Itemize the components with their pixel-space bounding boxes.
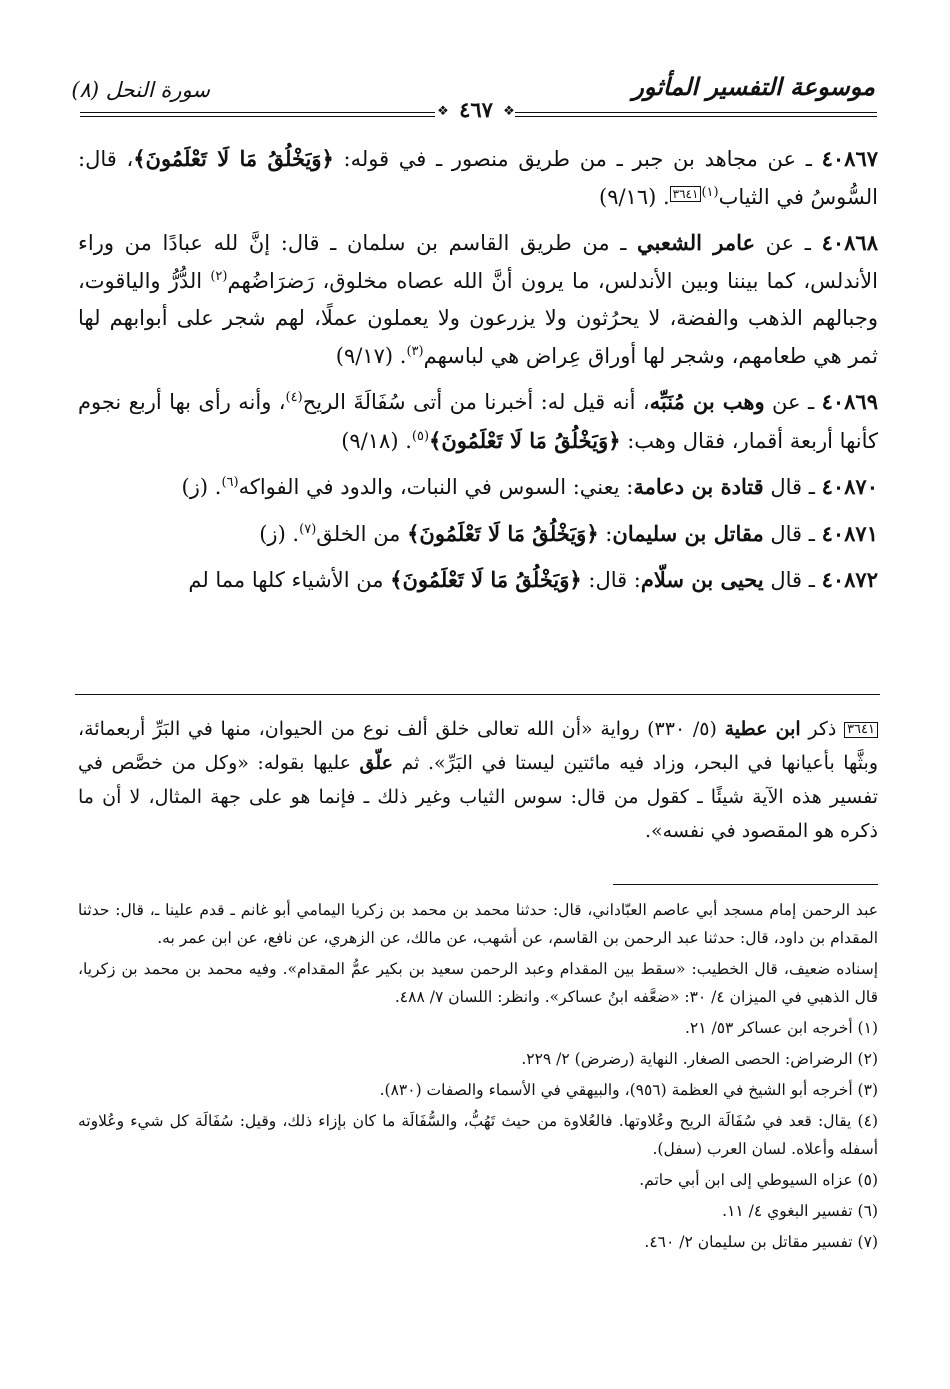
quran-verse: ﴿وَيَخْلُقُ مَا لَا تَعْلَمُونَ﴾	[429, 427, 621, 453]
entry-text: ـ عن	[764, 390, 822, 414]
footnote-item: (٢) الرضراض: الحصى الصغار. النهاية (رضرض) ٢/ ٢٢٩.	[521, 1050, 878, 1068]
entry-text: من الأشياء كلها مما لم	[188, 568, 391, 592]
header-rule-left	[80, 112, 435, 113]
commentary-bold: علّق	[359, 752, 393, 774]
footnote-item: (٦) تفسير البغوي ٤/ ١١.	[722, 1202, 878, 1220]
entry-number: ٤٠٨٧٠	[821, 474, 878, 499]
footnote-continuation: عبد الرحمن إمام مسجد أبي عاصم العبّاداني، قال: حدثنا محمد بن محمد بن زكريا اليمامي أبو غانم ـ قدم علينا ـ، قال: حدثنا المقدام بن داود، قال: حدثنا عبد الرحمن بن القاسم، عن أشهب، عن مالك، عن الزهري، عن نافع، عن ابن عمر به.	[78, 901, 878, 947]
source-ref: . (٩/١٧)	[335, 343, 407, 368]
entry-number: ٤٠٨٧١	[821, 520, 878, 546]
narrator-name: عامر الشعبي	[637, 230, 755, 255]
quran-verse: ﴿وَيَخْلُقُ مَا لَا تَعْلَمُونَ﴾	[390, 567, 582, 592]
entry-text: ، قال: السُّوسُ في الثياب	[78, 147, 878, 209]
footnote-ref: (١)	[701, 184, 719, 200]
entry-number: ٤٠٨٦٧	[821, 146, 879, 171]
commentary-text: (٥/ ٣٣٠) رواية «أن الله تعالى خلق ألف نوع من الحيوان، منها في البَرِّ أربعمائة، وبثَّها بأعيانها في البحر، وزاد فيه مائتين ليستا في البَرِّ». ثم	[78, 718, 879, 774]
entry-text: ، أنه قيل له: أخبرنا من أتى سُفَالَةَ الريح	[302, 390, 650, 414]
footnote-ref: (٧)	[299, 521, 317, 537]
narrator-name: قتادة بن دعامة	[633, 474, 764, 499]
footnote-ref: (٥)	[411, 428, 430, 444]
book-title: موسوعة التفسير المأثور	[632, 72, 875, 101]
header-rule-left-thin	[80, 116, 435, 117]
footnote-continuation: إسناده ضعيف، قال الخطيب: «سقط بين المقدام وعبد الرحمن سعيد بن بكير عمُّ المقدام». وفيه محمد بن محمد بن زكريا، قال الذهبي في الميزان ٤/ ٣٠: «ضعَّفه ابنُ عساكر». وانظر: اللسان ٧/ ٤٨٨.	[78, 960, 878, 1006]
entry-text: ـ قال	[763, 568, 822, 592]
source-ref: . (٩/١٦)	[598, 184, 670, 209]
quran-verse: ﴿وَيَخْلُقُ مَا لَا تَعْلَمُونَ﴾	[407, 520, 599, 546]
footnote-item: (٥) عزاه السيوطي إلى ابن أبي حاتم.	[639, 1171, 878, 1189]
entry-text: ـ عن مجاهد بن جبر ـ من طريق منصور ـ في قوله:	[333, 147, 822, 171]
entry-text: ، وأنه رأى بها أربع نجوم كأنها أربعة أقمار، فقال وهب:	[78, 390, 878, 453]
commentary-bold: ابن عطية	[724, 718, 801, 740]
footnote-item: (٧) تفسير مقاتل بن سليمان ٢/ ٤٦٠.	[644, 1233, 878, 1251]
commentary-ref-box: ٣٦٤١	[670, 186, 702, 202]
section-divider	[75, 694, 880, 695]
ornament-icon: ❖	[437, 104, 449, 119]
narrator-name: يحيى بن سلّام	[640, 567, 764, 592]
entry	[78, 224, 878, 375]
entry	[78, 383, 878, 460]
narrator-name: وهب بن مُنَبِّه	[649, 389, 765, 414]
commentary-number-box: ٣٦٤١	[844, 722, 878, 738]
entry-text: من الخلق	[316, 521, 408, 546]
footnote-item: (٣) أخرجه أبو الشيخ في العظمة (٩٥٦)، والبيهقي في الأسماء والصفات (٨٣٠).	[379, 1081, 878, 1099]
header-rule-right	[515, 112, 877, 113]
source-ref: . (ز)	[181, 475, 222, 499]
entry-text: : قال:	[581, 568, 641, 592]
commentary-text: عليها بقوله: «وكل من خصَّص في تفسير هذه الآية شيئًا ـ كقول من قال: سوس الثياب وغير ذلك ـ فإنما هو على جهة المثال، لا أن ما ذكره هو المقصود في نفسه».	[78, 752, 878, 842]
entry-text: : يعني: السوس في النبات، والدود في الفواكه	[238, 475, 634, 499]
footnotes	[78, 896, 878, 1259]
entry-text: الدُّرُّ والياقوت، وجبالهم الذهب والفضة، لا يحرُثون ولا يزرعون ولا يعملون عملًا، لهم شجر على أبوابهم لها ثمر هي طعامهم، وشجر لها أوراق عِراض هي لباسهم	[78, 268, 878, 368]
entry-number: ٤٠٨٦٨	[821, 230, 878, 255]
footnote-ref: (٦)	[221, 475, 239, 490]
entry-text: ـ قال	[763, 475, 822, 499]
entry	[78, 515, 878, 554]
entry-text: :	[598, 521, 613, 546]
source-ref: . (ز)	[259, 521, 300, 546]
ornament-icon: ❖	[503, 104, 515, 119]
entry-text: ـ من طريق القاسم بن سلمان ـ قال: إنَّ لله عبادًا من وراء الأندلس، كما بيننا وبين الأندلس، ما يرون أنَّ الله عصاه مخلوق، رَضرَاضُهم	[78, 231, 878, 293]
footnote-ref: (٣)	[406, 343, 424, 359]
main-text	[78, 140, 878, 608]
quran-verse: ﴿وَيَخْلُقُ مَا لَا تَعْلَمُونَ﴾	[133, 146, 334, 171]
footnote-ref: (٤)	[285, 390, 303, 405]
commentary-text: ذكر	[800, 718, 845, 740]
entry	[78, 468, 878, 507]
entry-text: ـ قال	[763, 521, 822, 546]
narrator-name: مقاتل بن سليمان	[612, 520, 764, 546]
footnote-divider	[613, 884, 878, 885]
source-ref: . (٩/١٨)	[341, 428, 412, 453]
footnote-item: (١) أخرجه ابن عساكر ٥٣/ ٢١.	[684, 1019, 878, 1037]
entry	[78, 140, 878, 216]
commentary-note	[78, 712, 878, 848]
surah-title: سورة النحل (٨)	[71, 78, 210, 102]
footnote-item: (٤) يقال: قعد في سُفَالَة الريح وعُلاوتها. فالعُلاوة من حيث تَهُبُّ، والسُّفَالَة ما كان بإزاء ذلك، وقيل: سُفَالَة كل شيء وعُلاوته أسفله وأعلاه. لسان العرب (سفل).	[78, 1112, 878, 1158]
header-rule-right-thin	[515, 116, 877, 117]
entry-text: ـ عن	[755, 231, 822, 255]
entry-number: ٤٠٨٧٢	[821, 567, 878, 592]
page-number: ٤٦٧	[459, 97, 493, 122]
entry-number: ٤٠٨٦٩	[821, 389, 878, 414]
entry	[78, 561, 878, 600]
footnote-ref: (٢)	[210, 268, 228, 284]
